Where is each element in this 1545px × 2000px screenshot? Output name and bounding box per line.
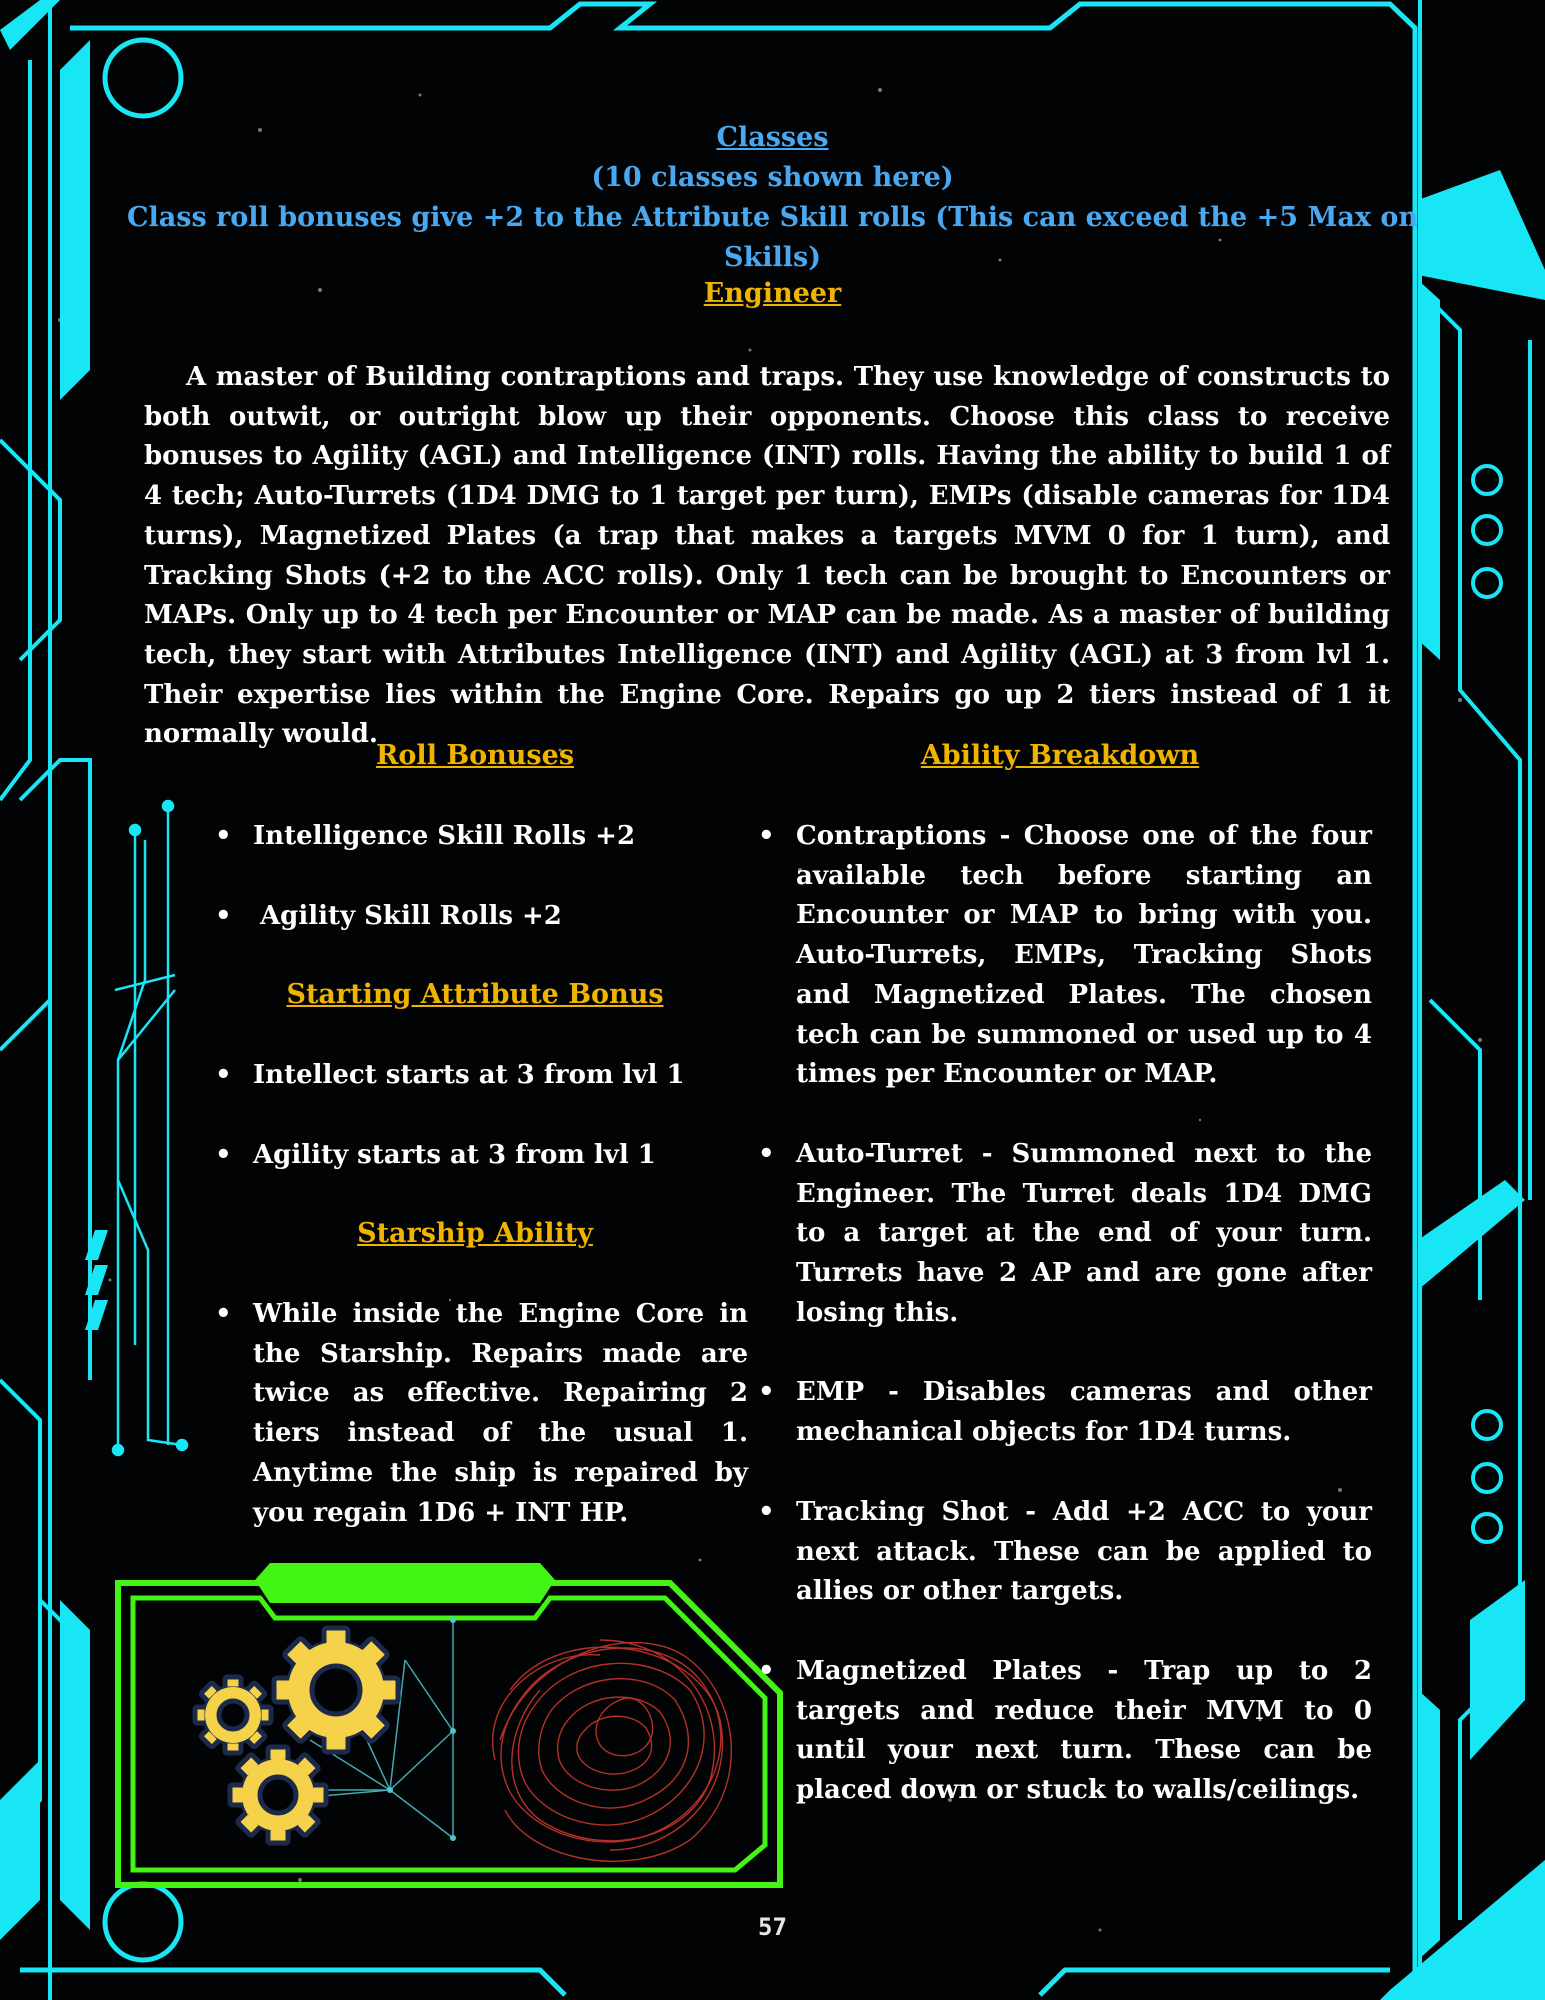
list-item: • Contraptions - Choose one of the four available tech before starting an Encounter or MAP to bring with you. Auto-Turrets, EMPs, Tracking Shots and Magnetized Plates. The chosen tech can be summoned or used up to 4 times per Encounter or MAP. <box>758 817 1372 1095</box>
class-description: A master of Building contraptions and traps. They use knowledge of constructs to both outwit, or outright blow up their opponents. Choose this class to receive bonuses to Agility (AGL) and Intelligence (INT) rolls. Having the ability to build 1 of 4 tech; Auto-Turrets (1D4 DMG to 1 target per turn), EMPs (disable cameras for 1D4 turns), Magnetized Plates (a trap that makes a targets MVM 0 for 1 turn), and Tracking Shots (+2 to the ACC rolls). Only 1 tech can be brought to Encounters or MAPs. Only up to 4 tech per Encounter or MAP can be made. As a master of building tech, they start with Attributes Intelligence (INT) and Agility (AGL) at 3 from lvl 1. Their expertise lies within the Engine Core. Repairs go up 2 tiers instead of 1 it normally would. <box>144 362 1390 750</box>
ability-breakdown-list <box>758 817 1372 1811</box>
list-item: • Agility starts at 3 from lvl 1 <box>215 1136 745 1176</box>
list-item: • Magnetized Plates - Trap up to 2 targets and reduce their MVM to 0 until your next turn. These can be placed down or stuck to walls/ceilings. <box>758 1652 1372 1811</box>
starting-attribute-heading: Starting Attribute Bonus <box>286 979 664 1010</box>
section-subtitle: (10 classes shown here) <box>591 162 954 193</box>
page-number: 57 <box>758 1913 787 1941</box>
ability-breakdown-heading: Ability Breakdown <box>920 740 1200 771</box>
starship-ability-heading: Starship Ability <box>357 1218 593 1249</box>
roll-bonuses-list <box>215 817 745 936</box>
class-name-heading: Engineer <box>703 278 842 309</box>
section-note: Class roll bonuses give +2 to the Attribute Skill rolls (This can exceed the +5 Max on Skills) <box>127 202 1418 273</box>
list-item: • Agility Skill Rolls +2 <box>215 897 745 937</box>
list-item: • Intellect starts at 3 from lvl 1 <box>215 1056 745 1096</box>
section-title: Classes <box>716 122 829 153</box>
list-item: • While inside the Engine Core in the Starship. Repairs made are twice as effective. Repairing 2 tiers instead of the usual 1. Anytime the ship is repaired by you regain 1D6 + INT HP. <box>215 1295 748 1533</box>
list-item: • Auto-Turret - Summoned next to the Engineer. The Turret deals 1D4 DMG to a target at the end of your turn. Turrets have 2 AP and are gone after losing this. <box>758 1135 1372 1334</box>
roll-bonuses-heading: Roll Bonuses <box>375 740 575 771</box>
starship-ability-list <box>215 1295 748 1533</box>
starting-attribute-list <box>215 1056 745 1175</box>
list-item: • Intelligence Skill Rolls +2 <box>215 817 745 857</box>
list-item: • Tracking Shot - Add +2 ACC to your next attack. These can be applied to allies or other targets. <box>758 1493 1372 1612</box>
list-item: • EMP - Disables cameras and other mechanical objects for 1D4 turns. <box>758 1373 1372 1452</box>
